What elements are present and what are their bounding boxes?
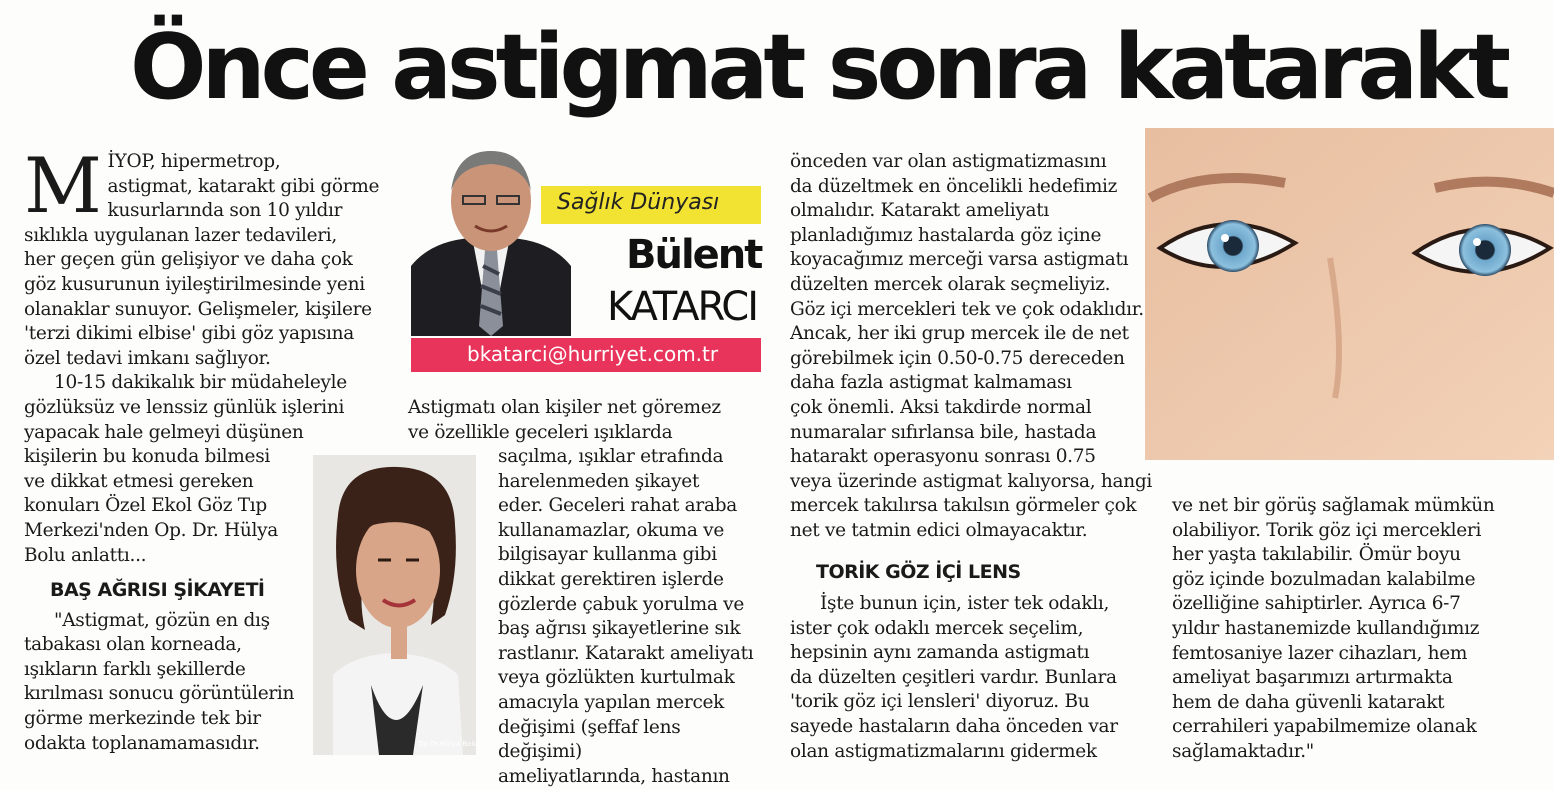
body-line: femtosaniye lazer cihazları, hem: [1172, 642, 1468, 664]
body-line: mercek takılırsa takılsın görmeler çok: [790, 495, 1137, 517]
body-line: Bolu anlattı...: [24, 544, 147, 566]
body-line: veya gözlükten kurtulmak: [498, 667, 735, 689]
body-line: 10-15 dakikalık bir müdaheleyle: [54, 372, 347, 394]
body-line: sayede hastaların daha önceden var: [790, 716, 1118, 738]
body-line: konuları Özel Ekol Göz Tıp: [24, 495, 267, 517]
body-line: düzelten mercek olarak seçmeliyiz.: [790, 273, 1111, 295]
body-line: kişilerin bu konuda bilmesi: [24, 446, 271, 468]
eyes-photo: [1145, 128, 1554, 460]
author-box: [411, 146, 761, 372]
author-last-name: KATARCI: [607, 284, 758, 330]
body-line: her yaşta takılabilir. Ömür boyu: [1172, 544, 1461, 566]
column-3: [790, 150, 1160, 764]
column-2-narrow: [498, 445, 768, 789]
body-line: görebilmek için 0.50-0.75 dereceden: [790, 347, 1125, 369]
body-line: önceden var olan astigmatizmasını: [790, 151, 1107, 172]
body-line: gözlerde çabuk yorulma ve: [498, 593, 744, 615]
body-line: ve net bir görüş sağlamak mümkün: [1172, 495, 1495, 516]
body-line: ameliyat başarımızı artırmakta: [1172, 667, 1453, 689]
author-first-name: Bülent: [626, 232, 762, 278]
body-line: ister çok odaklı mercek seçelim,: [790, 617, 1084, 639]
intro-line: kusurlarında son 10 yıldır: [107, 200, 343, 222]
body-line: göz kusurunun iyileştirilmesinde yeni: [24, 273, 365, 295]
body-line: sağlamaktadır.": [1172, 740, 1315, 762]
body-line: kırılması sonucu görüntülerin: [24, 683, 295, 705]
body-line: olabiliyor. Torik göz içi mercekleri: [1172, 519, 1482, 541]
body-line: da düzelten çeşitleri vardır. Bunlara: [790, 666, 1117, 688]
intro-line: astigmat, katarakt gibi görme: [107, 175, 380, 197]
author-photo: [411, 146, 571, 336]
body-line: ve özellikle geceleri ışıklarda: [408, 421, 673, 443]
body-line: İşte bunun için, ister tek odaklı,: [820, 593, 1110, 615]
body-line: numaralar sıfırlansa bile, hastada: [790, 421, 1097, 443]
intro-line: İYOP, hipermetrop,: [107, 151, 281, 172]
body-line: hem de daha güvenli katarakt: [1172, 691, 1445, 713]
column-title: Sağlık Dünyası: [557, 190, 720, 215]
body-line: ışıkların farklı şekillerde: [24, 658, 246, 680]
body-line: baş ağrısı şikayetlerine sık: [498, 618, 741, 640]
body-line: ve dikkat etmesi gereken: [24, 470, 254, 492]
body-line: odakta toplanamamasıdır.: [24, 732, 260, 754]
subhead-bas-agrisi: BAŞ AĞRISI ŞİKAYETİ: [50, 579, 265, 602]
body-line: görme merkezinde tek bir: [24, 708, 261, 730]
body-line: planladığımız hastalarda göz içine: [790, 224, 1102, 246]
body-line: değişimi (şeffaf lens değişimi): [498, 716, 681, 763]
body-line: da düzeltmek en öncelikli hedefimiz: [790, 175, 1118, 197]
body-line: her geçen gün gelişiyor ve daha çok: [24, 249, 353, 271]
body-line: gözlüksüz ve lenssiz günlük işlerini: [24, 396, 345, 418]
body-line: cerrahileri yapabilmemize olanak: [1172, 716, 1477, 738]
subhead-torik: TORİK GÖZ İÇİ LENS: [816, 560, 1021, 583]
body-line: olmalıdır. Katarakt ameliyatı: [790, 200, 1049, 222]
body-line: yıldır hastanemizde kullandığımız: [1172, 617, 1480, 639]
body-line: özelliğine sahiptirler. Ayrıca 6-7: [1172, 593, 1461, 615]
body-line: daha fazla astigmat kalmaması: [790, 372, 1072, 394]
body-line: amacıyla yapılan mercek: [498, 691, 725, 713]
body-line: özel tedavi imkanı sağlıyor.: [24, 347, 271, 369]
body-line: olan astigmatizmalarını gidermek: [790, 740, 1097, 762]
body-line: çok önemli. Aksi takdirde normal: [790, 396, 1092, 418]
author-email: bkatarci@hurriyet.com.tr: [467, 342, 719, 366]
body-line: "Astigmat, gözün en dış: [54, 609, 270, 631]
doctor-photo: [313, 455, 476, 755]
body-line: harelenmeden şikayet: [498, 470, 700, 492]
body-line: olanaklar sunuyor. Gelişmeler, kişilere: [24, 298, 372, 320]
body-line: 'torik göz içi lensleri' diyoruz. Bu: [790, 691, 1090, 713]
drop-cap: M: [24, 141, 102, 230]
photo-caption: Op.Dr.Hülya Bolu: [418, 740, 478, 748]
body-line: Astigmatı olan kişiler net göremez: [408, 397, 721, 418]
body-line: bilgisayar kullanma gibi: [498, 544, 717, 566]
body-line: net ve tatmin edici olmayacaktır.: [790, 519, 1088, 541]
body-line: hepsinin aynı zamanda astigmatı: [790, 642, 1090, 664]
body-line: hatarakt operasyonu sonrası 0.75: [790, 446, 1096, 468]
body-line: Ancak, her iki grup mercek ile de net: [790, 323, 1129, 345]
body-line: 'terzi dikimi elbise' gibi göz yapısına: [24, 323, 355, 345]
body-line: ameliyatlarında, hastanın: [498, 765, 730, 787]
column-4: [1172, 494, 1547, 765]
body-line: saçılma, ışıklar etrafında: [498, 446, 724, 467]
body-line: kullanamazlar, okuma ve: [498, 519, 724, 541]
body-line: sıklıkla uygulanan lazer tedavileri,: [24, 224, 337, 246]
body-line: rastlanır. Katarakt ameliyatı: [498, 642, 754, 664]
column-2: [408, 396, 768, 445]
body-line: yapacak hale gelmeyi düşünen: [24, 421, 304, 443]
body-line: dikkat gerektiren işlerde: [498, 568, 724, 590]
body-line: Göz içi mercekleri tek ve çok odaklıdır.: [790, 298, 1144, 320]
body-line: eder. Geceleri rahat araba: [498, 495, 737, 517]
body-line: göz içinde bozulmadan kalabilme: [1172, 568, 1476, 590]
body-line: tabakası olan korneada,: [24, 634, 242, 656]
body-line: koyacağımız merceği varsa astigmatı: [790, 249, 1129, 271]
body-line: Merkezi'nden Op. Dr. Hülya: [24, 519, 278, 541]
headline: Önce astigmat sonra katarakt: [130, 15, 1507, 120]
body-line: veya üzerinde astigmat kalıyorsa, hangi: [790, 470, 1153, 492]
